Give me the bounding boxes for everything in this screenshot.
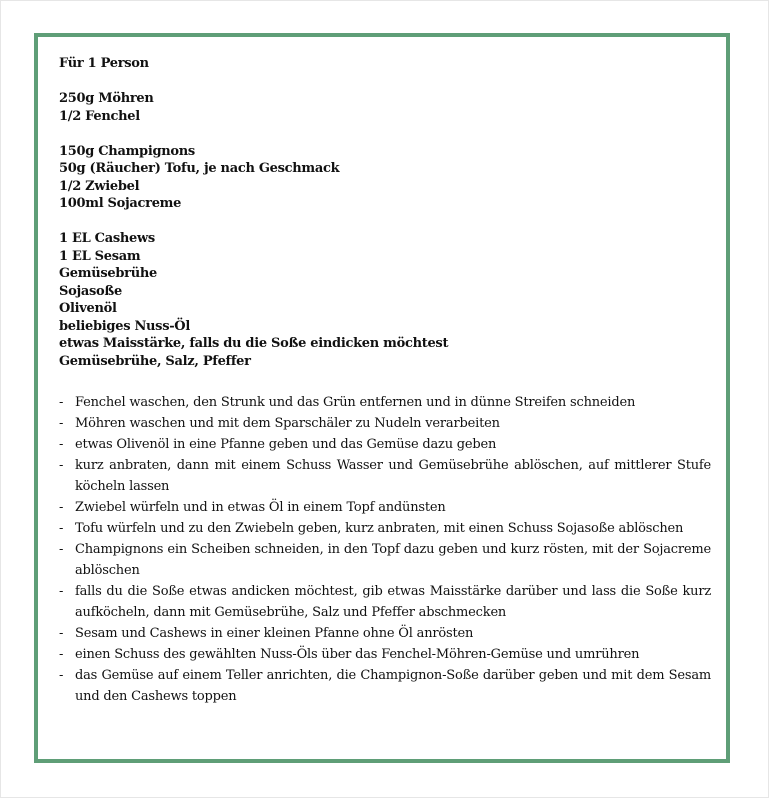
step-text: Sesam und Cashews in einer kleinen Pfanne ohne Öl anrösten xyxy=(75,626,474,641)
ingredient-line: 100ml Sojacreme xyxy=(59,196,182,211)
dash-bullet: - xyxy=(59,626,64,641)
ingredient-line: 250g Möhren xyxy=(59,91,154,106)
step-text: falls du die Soße etwas andicken möchtest, gib etwas Maisstärke darüber und lass die Soße kurz aufköcheln, dann mit Gemüsebrühe, Salz und Pfeffer abschmecken xyxy=(75,584,711,620)
step-item xyxy=(59,497,711,518)
servings-label: Für 1 Person xyxy=(59,56,149,71)
dash-bullet: - xyxy=(59,416,64,431)
step-item xyxy=(59,434,711,455)
step-item xyxy=(59,539,711,581)
step-text: einen Schuss des gewählten Nuss-Öls über das Fenchel-Möhren-Gemüse und umrühren xyxy=(75,647,640,662)
ingredient-line: Olivenöl xyxy=(59,301,117,316)
dash-bullet: - xyxy=(59,395,64,410)
dash-bullet: - xyxy=(59,647,64,662)
step-item xyxy=(59,581,711,623)
dash-bullet: - xyxy=(59,437,64,452)
step-item xyxy=(59,518,711,539)
ingredient-line: beliebiges Nuss-Öl xyxy=(59,318,190,334)
step-text: Möhren waschen und mit dem Sparschäler zu Nudeln verarbeiten xyxy=(75,416,500,431)
ingredient-line: 50g (Räucher) Tofu, je nach Geschmack xyxy=(59,161,340,176)
ingredient-group xyxy=(59,230,711,370)
step-text: Tofu würfeln und zu den Zwiebeln geben, kurz anbraten, mit einen Schuss Sojasoße ablöschen xyxy=(75,521,684,536)
recipe-content xyxy=(59,55,711,707)
ingredient-line: 1/2 Fenchel xyxy=(59,108,140,124)
ingredient-line: 1 EL Sesam xyxy=(59,248,141,264)
ingredient-line: 1 EL Cashews xyxy=(59,231,155,246)
step-item xyxy=(59,392,711,413)
ingredient-line: Sojasoße xyxy=(59,283,122,299)
step-text: etwas Olivenöl in eine Pfanne geben und das Gemüse dazu geben xyxy=(75,437,497,452)
step-text: Zwiebel würfeln und in etwas Öl in einem Topf andünsten xyxy=(75,500,446,515)
step-item xyxy=(59,413,711,434)
dash-bullet: - xyxy=(59,584,64,599)
ingredient-line: 1/2 Zwiebel xyxy=(59,178,140,194)
ingredient-line: Gemüsebrühe xyxy=(59,266,157,281)
dash-bullet: - xyxy=(59,521,64,536)
dash-bullet: - xyxy=(59,542,64,557)
servings-group xyxy=(59,55,711,73)
dash-bullet: - xyxy=(59,668,64,683)
step-text: das Gemüse auf einem Teller anrichten, die Champignon-Soße darüber geben und mit dem Sesam und den Cashews toppen xyxy=(75,668,711,704)
ingredient-group xyxy=(59,90,711,125)
preparation-steps xyxy=(59,392,711,707)
dash-bullet: - xyxy=(59,458,64,473)
dash-bullet: - xyxy=(59,500,64,515)
step-item xyxy=(59,623,711,644)
step-item xyxy=(59,644,711,665)
ingredient-group xyxy=(59,143,711,213)
ingredient-line: Gemüsebrühe, Salz, Pfeffer xyxy=(59,353,251,369)
ingredient-line: etwas Maisstärke, falls du die Soße eindicken möchtest xyxy=(59,336,449,351)
step-item xyxy=(59,455,711,497)
step-text: kurz anbraten, dann mit einem Schuss Wasser und Gemüsebrühe ablöschen, auf mittlerer Stufe köcheln lassen xyxy=(75,458,711,494)
step-item xyxy=(59,665,711,707)
ingredients-section xyxy=(59,55,711,370)
step-text: Champignons ein Scheiben schneiden, in den Topf dazu geben und kurz rösten, mit der Sojacreme ablöschen xyxy=(75,542,711,578)
ingredient-line: 150g Champignons xyxy=(59,143,195,159)
step-text: Fenchel waschen, den Strunk und das Grün entfernen und in dünne Streifen schneiden xyxy=(75,395,636,410)
